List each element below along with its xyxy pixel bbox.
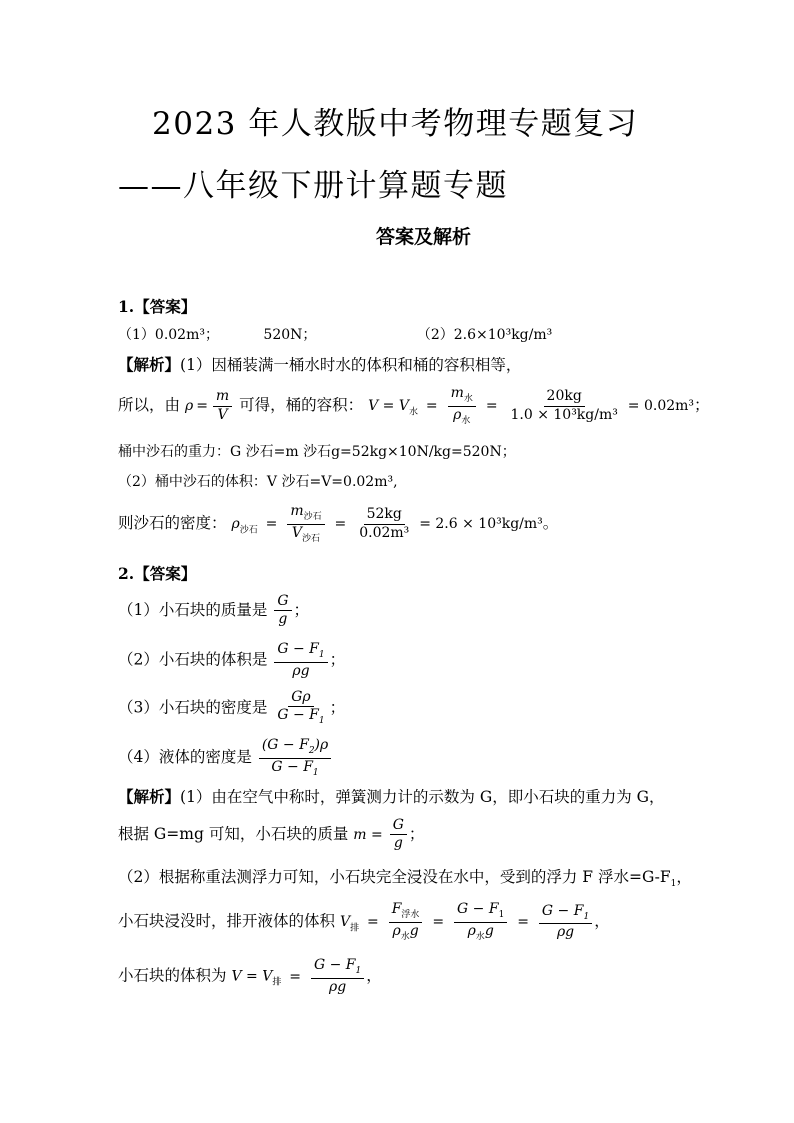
- q1-ans-part1b: 520N；: [263, 327, 317, 343]
- q2-analysis-line3: （2）根据称重法测浮力可知，小石块完全浸没在水中，受到的浮力 F 浮水$=G-F_1$，: [118, 868, 692, 890]
- q2-frac-density: $\frac{G\rho}{G - F_1}$: [277, 689, 325, 727]
- q2-answer-4: （4）液体的密度是 $\frac{(G - F_2)\rho}{G - F_1}$: [118, 738, 333, 778]
- q1-frac-sand: $\frac{m_{沙石}}{V_{沙石}}$: [287, 504, 324, 544]
- q1-frac-values: $\frac{20kg}{\text{1.0 × 10³kg/m³}}$: [510, 388, 618, 423]
- q1-analysis-tag: 【解析】: [118, 355, 181, 374]
- q2-number: 2.: [118, 564, 135, 583]
- q2-analysis-line4: 小石块浸没时，排开液体的体积 $V_排$ = $\frac{F_{浮水}}{\rho_水g}$ = $\frac{G - F_1}{\rho_水g}$ = $\frac{G - F_1}{\rho g}$ ，: [118, 901, 610, 942]
- doc-title-line1: 2023 年人教版中考物理专题复习: [152, 106, 639, 142]
- q2-analysis-line1: 【解析】(1）由在空气中称时，弹簧测力计的示数为 G，即小石块的重力为 G，: [118, 787, 665, 806]
- q2-frac-liquid-density: $\frac{(G - F_2)\rho}{G - F_1}$: [259, 738, 331, 778]
- q2-analysis-line5: 小石块的体积为 $V = V_排$ = $\frac{G - F_1}{\rho g}$ ，: [118, 957, 382, 995]
- q1-analysis-line2: 所以，由 ρ = $\frac{m}{V}$ 可得，桶的容积： $V = V_水$ = $\frac{m_水}{\rho_水}$ = $\frac{20kg}{\text{1.0 × 10³kg/m³}}$ = 0.02m³；: [118, 385, 710, 426]
- q1-density-result: = 2.6 × 10³kg/m³: [419, 516, 543, 533]
- q2-analysis-line2: 根据 G=mg 可知，小石块的质量 m = $\frac{G}{g}$ ；: [118, 817, 425, 852]
- doc-subtitle: 答案及解析: [376, 226, 472, 248]
- density-formula: $\frac{m}{V}$: [213, 389, 232, 423]
- q1-frac-m-over-rho: $\frac{m_水}{\rho_水}$: [448, 386, 476, 426]
- q1-analysis-text1: (1）因桶装满一桶水时水的体积和桶的容积相等，: [180, 356, 522, 374]
- q2-answer-3: （3）小石块的密度是 $\frac{G\rho}{G - F_1}$ ；: [118, 689, 346, 727]
- q1-line5-prefix: 则沙石的密度：: [118, 514, 227, 533]
- q1-line2-mid: 可得，桶的容积：: [239, 396, 364, 415]
- q2-answer-2: （2）小石块的体积是 $\frac{G - F_1}{\rho g}$ ；: [118, 641, 346, 679]
- q1-answer-heading: [118, 298, 196, 317]
- q1-answer-tag: 【答案】: [134, 297, 197, 316]
- q1-volume-result: = 0.02m³: [627, 398, 695, 415]
- q2-frac-mass: $\frac{G}{g}$: [390, 818, 407, 852]
- q1-frac-sand-values: $\frac{52kg}{\text{0.02m³}}$: [359, 506, 410, 541]
- q2-frac-displaced-2: $\frac{G - F_1}{\rho_水g}$: [454, 902, 507, 942]
- q1-analysis-line5: 则沙石的密度： $\rho_{沙石}$ = $\frac{m_{沙石}}{V_{沙石}}$ = $\frac{52kg}{\text{0.02m³}}$ = 2.6 × 10³kg/m³。: [118, 503, 559, 544]
- q1-analysis-line4: （2）桶中沙石的体积：V 沙石=V=0.02m³,: [118, 474, 398, 490]
- q1-ans-part2: （2）2.6×10³kg/m³: [416, 327, 553, 343]
- q1-ans-part1: （1）0.02m³；: [118, 327, 219, 343]
- q2-frac-volume: $\frac{G - F_1}{\rho g}$: [274, 642, 327, 679]
- q2-frac-volume-final: $\frac{G - F_1}{\rho g}$: [311, 958, 364, 995]
- q2-frac-displaced-1: $\frac{F_{浮水}}{\rho_水g}$: [389, 902, 423, 942]
- q2-frac-G-over-g: $\frac{G}{g}$: [274, 594, 291, 628]
- q2-answer-tag: 【答案】: [134, 564, 197, 583]
- q1-analysis-line3: 桶中沙石的重力：G 沙石=m 沙石g=52kg×10N/kg=520N；: [118, 444, 516, 460]
- q1-line2-prefix: 所以，由: [118, 396, 181, 415]
- q2-analysis-tag: 【解析】: [118, 787, 181, 806]
- doc-title-line2: ——八年级下册计算题专题: [118, 168, 508, 204]
- q2-answer-1: （1）小石块的质量是 $\frac{G}{g}$ ；: [118, 593, 310, 628]
- q2-frac-displaced-3: $\frac{G - F_1}{\rho g}$: [539, 904, 592, 941]
- rho-symbol: ρ: [184, 398, 194, 415]
- q2-answer-heading: [118, 565, 196, 584]
- q1-analysis-line1: [118, 356, 521, 375]
- q1-number: 1.: [118, 297, 135, 316]
- q1-answer-values: [118, 327, 552, 344]
